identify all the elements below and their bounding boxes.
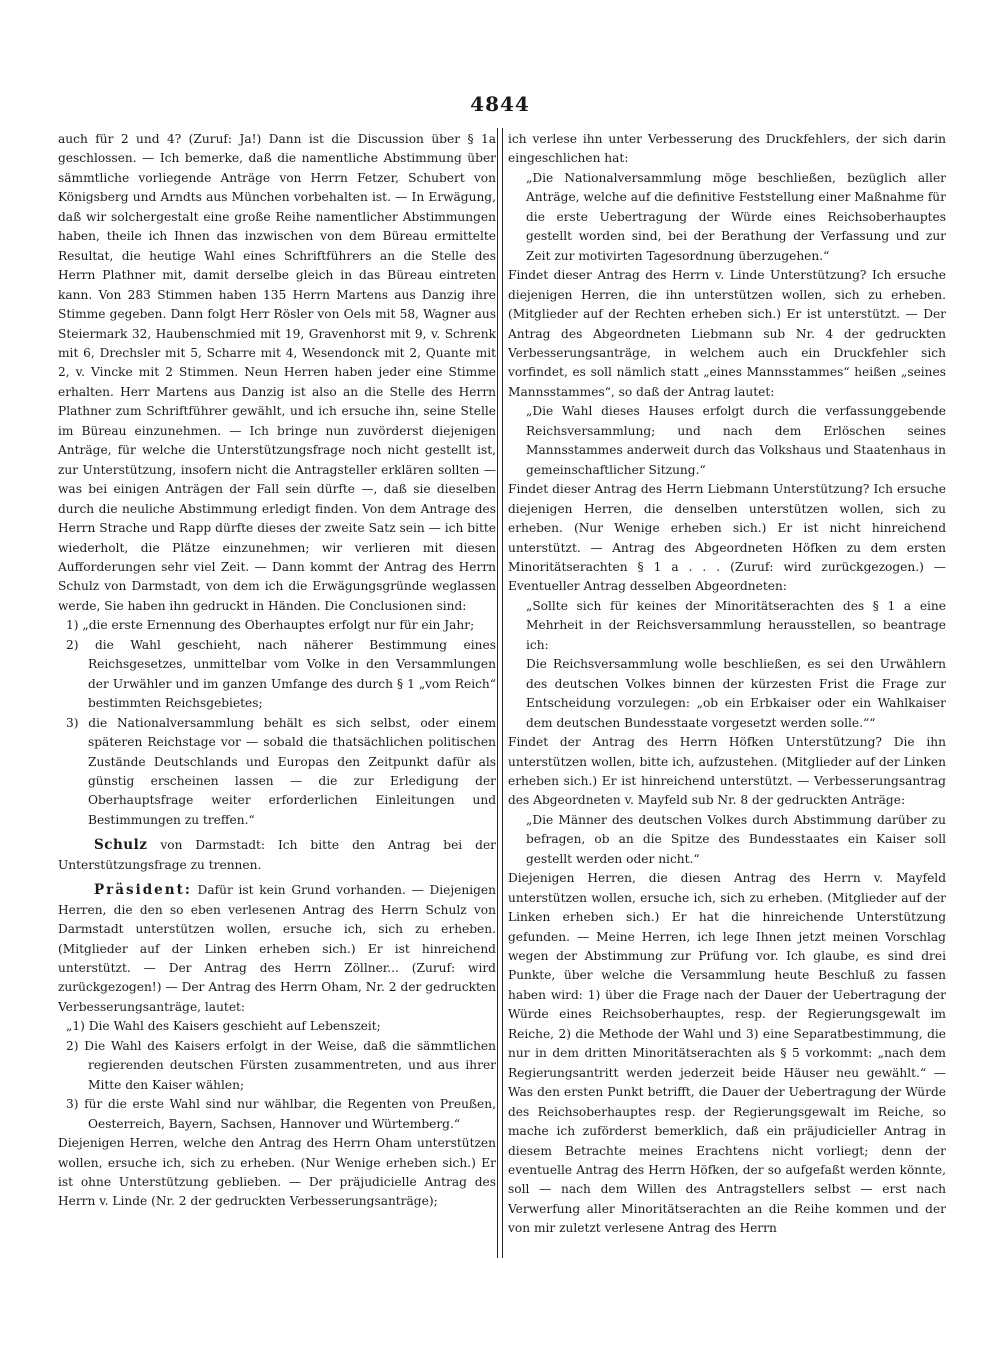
speech-text: von Darmstadt: Ich bitte den Antrag bei der Unterstützungsfrage zu trennen. <box>58 838 496 872</box>
list-item: 3) die Nationalversammlung behält es sich selbst, oder einem späteren Reichstage vor — sobald die thatsächlichen politischen Zustände Deutschlands und Europas den Zeitpunkt dafür als günstig erscheinen lassen — die zur Erledigung der Oberhauptsfrage weiter erforderlichen Einleitungen und Bestimmungen zu treffen.“ <box>66 715 496 827</box>
speech-schulz <box>58 836 496 875</box>
quoted-motion: „Die Nationalversammlung möge beschließen, bezüglich aller Anträge, welche auf die definitive Feststellung einer Maßnahme für die erste Uebertragung der Würde eines Reichsoberhauptes gestellt worden sind, bei der Berathung der Verfassung und zur Zeit zur motivirten Tagesordnung überzugehen.“ <box>526 170 946 263</box>
column-divider <box>497 128 503 1258</box>
list-item: 3) für die erste Wahl sind nur wählbar, die Regenten von Preußen, Oesterreich, Bayern, Sachsen, Hannover und Würtemberg.“ <box>66 1097 496 1131</box>
left-column <box>58 130 496 1212</box>
speaker-name: Präsident: <box>94 882 192 899</box>
speech-text: Dafür ist kein Grund vorhanden. — Diejenigen Herren, die den so eben verlesenen Antrag des Herrn Schulz von Darmstadt unterstützen wollen, ersuche ich, sich zu erheben. (Mitglieder auf der Linken erheben sich.) Er ist hinreichend unterstützt. — Der Antrag des Herrn Zöllner... (Zuruf: wird zurückgezogen!) — Der Antrag des Herrn Oham, Nr. 2 der gedruckten Verbesserungsanträge, lautet: <box>58 883 496 1014</box>
paragraph: Findet dieser Antrag des Herrn Liebmann Unterstützung? Ich ersuche diejenigen Herren, die denselben unterstützen wollen, sich zu erheben. (Nur Wenige erheben sich.) Er ist nicht hinreichend unterstützt. — Antrag des Abgeordneten Höfken zu dem ersten Minoritätserachten § 1 a . . . (Zuruf: wird zurückgezogen.) — Eventueller Antrag desselben Abgeordneten: <box>508 482 946 594</box>
quoted-motion: „Sollte sich für keines der Minoritätserachten des § 1 a eine Mehrheit in der Reichsversammlung herausstellen, so beantrage ich: <box>526 598 946 652</box>
quoted-motion: „Die Wahl dieses Hauses erfolgt durch die verfassunggebende Reichsversammlung; und nach dem Erlöschen seines Mannsstammes anderweit durch das Volkshaus und Staatenhaus in gemeinschaftlicher Sitzung.“ <box>526 404 946 477</box>
paragraph: Diejenigen Herren, die diesen Antrag des Herrn v. Mayfeld unterstützen wollen, ersuche ich, sich zu erheben. (Mitglieder auf der Linken erheben sich.) Er hat die hinreichende Unterstützung gefunden. — Meine Herren, ich lege Ihnen jetzt meinen Vorschlag wegen der Abstimmung zur Prüfung vor. Ich glaube, es sind drei Punkte, über welche die Versammlung heute Beschluß zu fassen haben wird: 1) über die Frage nach der Dauer der Uebertragung der Würde eines Reichsoberhauptes, resp. der Regierungsgewalt im Reiche, 2) die Methode der Wahl und 3) eine Separatbestimmung, die nur in dem dritten Minoritätserachten als § 5 vorkommt: „nach dem Regierungsantritt werden jederzeit beide Häuser neu gewählt.“ — Was den ersten Punkt betrifft, die Dauer der Uebertragung der Würde des Reichsoberhauptes resp. der Regierungsgewalt im Reiche, so mache ich zuförderst bemerklich, daß ein präjudicieller Antrag in diesem Betrachte meines Erachtens nicht vorliegt; denn der eventuelle Antrag des Herrn Höfken, der so aufgefaßt werden könnte, soll — nach dem Willen des Antragstellers selbst — erst nach Verwerfung aller Minoritätserachten an die Reihe kommen und der von mir zuletzt verlesene Antrag des Herrn <box>508 871 946 1236</box>
quoted-motion: Die Reichsversammlung wolle beschließen, es sei den Urwählern des deutschen Volkes binnen der kürzesten Frist die Frage zur Entscheidung vorzulegen: „ob ein Erbkaiser oder ein Wahlkaiser dem deutschen Bundesstaate vorgesetzt werden solle.““ <box>526 657 946 730</box>
paragraph: Findet dieser Antrag des Herrn v. Linde Unterstützung? Ich ersuche diejenigen Herren, die ihn unterstützen wollen, sich zu erheben. (Mitglieder auf der Rechten erheben sich.) Er ist unterstützt. — Der Antrag des Abgeordneten Liebmann sub Nr. 4 der gedruckten Verbesserungsanträge, in welchem auch ein Druckfehler sich vorfindet, es soll nämlich statt „eines Mannsstammes“ heißen „seines Mannsstammes“, so daß der Antrag lautet: <box>508 268 946 399</box>
paragraph: auch für 2 und 4? (Zuruf: Ja!) Dann ist die Discussion über § 1a geschlossen. — Ich bemerke, daß die namentliche Abstimmung über sämmtliche vorliegende Anträge von Herrn Fetzer, Schubert von Königsberg und Arndts aus München vorbehalten ist. — In Erwägung, daß wir solchergestalt eine große Reihe namentlicher Abstimmungen haben, theile ich Ihnen das inzwischen von dem Büreau ermittelte Resultat, die heutige Wahl eines Schriftführers an die Stelle des Herrn Plathner mit, damit derselbe gleich in das Büreau eintreten kann. Von 283 Stimmen haben 135 Herrn Martens aus Danzig ihre Stimme gegeben. Dann folgt Herr Rösler von Oels mit 58, Wagner aus Steiermark 32, Haubenschmied mit 19, Gravenhorst mit 9, v. Schrenk mit 6, Drechsler mit 5, Scharre mit 4, Wesendonck mit 2, Quante mit 2, v. Vincke mit 2 Stimmen. Neun Herren haben jeder eine Stimme erhalten. Herr Martens aus Danzig ist also an die Stelle des Herrn Plathner zum Schriftführer gewählt, und ich ersuche ihn, seine Stelle im Büreau einzunehmen. — Ich bringe nun zuvörderst diejenigen Anträge, für welche die Unterstützungsfrage noch nicht gestellt ist, zur Unterstützung, insofern nicht die Antragsteller erklären sollten — was bei einigen Anträgen der Fall sein dürfte —, daß sie dieselben durch die neuliche Abstimmung erledigt finden. Von dem Antrage des Herrn Strache und Rapp dürfte dieses der zweite Satz sein — ich bitte wiederholt, die Plätze einzunehmen; wir verlieren mit diesen Aufforderungen sehr viel Zeit. — Dann kommt der Antrag des Herrn Schulz von Darmstadt, von dem ich die Erwägungsgründe weglassen werde, Sie haben ihn gedruckt in Händen. Die Conclusionen sind: <box>58 132 496 613</box>
list-item: 2) die Wahl geschieht, nach näherer Bestimmung eines Reichsgesetzes, unmittelbar vom Volke in den Versammlungen der Urwähler und im ganzen Umfange des durch § 1 „vom Reich“ bestimmten Reichsgebietes; <box>66 637 496 711</box>
paragraph: Findet der Antrag des Herrn Höfken Unterstützung? Die ihn unterstützen wollen, bitte ich, aufzustehen. (Mitglieder auf der Linken erheben sich.) Er ist hinreichend unterstützt. — Verbesserungsantrag des Abgeordneten v. Mayfeld sub Nr. 8 der gedruckten Anträge: <box>508 735 946 808</box>
quoted-motion: „Die Männer des deutschen Volkes durch Abstimmung darüber zu befragen, ob an die Spitze des Bundesstaates ein Kaiser soll gestellt werden oder nicht.“ <box>526 812 946 866</box>
right-column <box>508 130 946 1239</box>
paragraph: ich verlese ihn unter Verbesserung des Druckfehlers, der sich darin eingeschlichen hat: <box>508 132 946 166</box>
page-number: 4844 <box>470 92 530 116</box>
list-item: 1) „die erste Ernennung des Oberhauptes erfolgt nur für ein Jahr; <box>66 618 475 633</box>
paragraph: Diejenigen Herren, welche den Antrag des Herrn Oham unterstützen wollen, ersuche ich, sich zu erheben. (Nur Wenige erheben sich.) Er ist ohne Unterstützung geblieben. — Der präjudicielle Antrag des Herrn v. Linde (Nr. 2 der gedruckten Verbesserungsanträge); <box>58 1136 496 1209</box>
list-item: 2) Die Wahl des Kaisers erfolgt in der Weise, daß die sämmtlichen regierenden deutschen Fürsten zusammentreten, und aus ihrer Mitte den Kaiser wählen; <box>66 1038 496 1092</box>
speaker-name: Schulz <box>94 837 148 854</box>
speech-praesident <box>58 881 496 1017</box>
list-item: „1) Die Wahl des Kaisers geschieht auf Lebenszeit; <box>66 1019 381 1034</box>
